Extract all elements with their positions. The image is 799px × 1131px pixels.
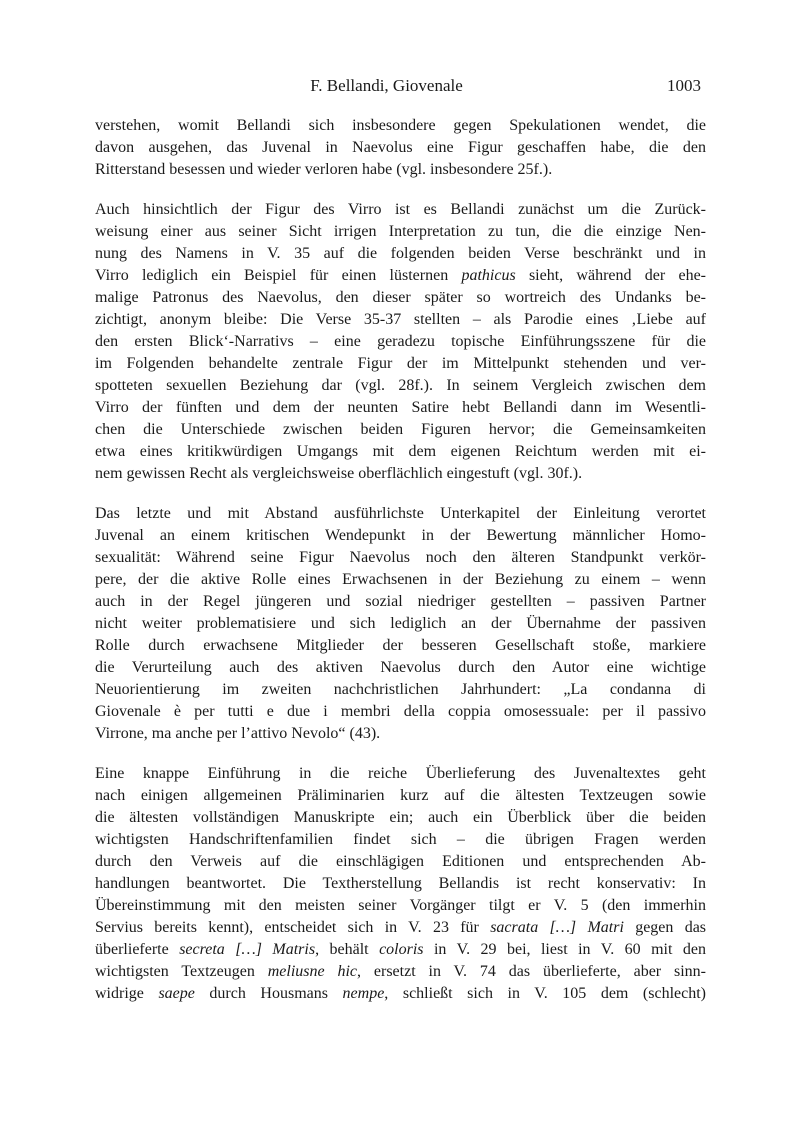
text-line (95, 199, 706, 221)
text-segment: Rolle durch erwachsene Mitglieder der besseren Gesellschaft stoße, markiere (95, 637, 706, 654)
text-segment: etwa eines kritikwürdigen Umgangs mit dem eigenen Reichtum werden mit ei- (95, 443, 706, 460)
text-segment: durch den Verweis auf die einschlägigen Editionen und entsprechenden Ab- (95, 853, 706, 870)
text-line (95, 829, 706, 851)
text-segment: nicht weiter problematisiere und sich lediglich an der Übernahme der passiven (95, 615, 706, 632)
text-segment: zichtigt, anonym bleibe: Die Verse 35-37 stellten – als Parodie eines ‚Liebe auf (95, 311, 706, 328)
text-segment: wichtigsten Handschriftenfamilien findet sich – die übrigen Fragen werden (95, 831, 706, 848)
text-segment: Das letzte und mit Abstand ausführlichste Unterkapitel der Einleitung verortet (95, 505, 706, 522)
text-line (95, 243, 706, 265)
text-segment: pere, der die aktive Rolle eines Erwachsenen in der Beziehung zu einem – wenn (95, 571, 706, 588)
text-line (95, 397, 706, 419)
latin-term-italic: nempe (342, 985, 385, 1002)
text-line (95, 331, 706, 353)
text-line (95, 463, 706, 485)
text-line (95, 441, 706, 463)
text-segment: nem gewissen Recht als vergleichsweise oberflächlich eingestuft (vgl. 30f.). (95, 465, 583, 482)
page-number: 1003 (667, 76, 701, 95)
text-line (95, 939, 706, 961)
text-line (95, 159, 706, 181)
text-line (95, 701, 706, 723)
running-header (95, 75, 706, 97)
paragraph (95, 199, 706, 485)
text-line (95, 807, 706, 829)
text-line (95, 503, 706, 525)
text-segment: chen die Unterschiede zwischen beiden Figuren hervor; die Gemeinsamkeiten (95, 421, 706, 438)
text-segment: Neuorientierung im zweiten nachchristlichen Jahrhundert: „La condanna di (95, 681, 706, 698)
text-segment: Virro der fünften und dem der neunten Satire hebt Bellandi dann im Wesentli- (95, 399, 706, 416)
text-line (95, 723, 706, 745)
text-line (95, 635, 706, 657)
text-line (95, 763, 706, 785)
text-line (95, 657, 706, 679)
text-segment: Juvenal an einem kritischen Wendepunkt in der Bewertung männlicher Homo- (95, 527, 706, 544)
text-line (95, 873, 706, 895)
text-line (95, 115, 706, 137)
latin-term-italic: coloris (379, 941, 424, 958)
text-segment: überlieferte (95, 941, 180, 958)
text-segment: malige Patronus des Naevolus, den dieser später so wortreich des Undanks be- (95, 289, 706, 306)
text-segment: die Verurteilung auch des aktiven Naevolus durch den Autor eine wichtige (95, 659, 706, 676)
text-line (95, 961, 706, 983)
text-line (95, 137, 706, 159)
text-line (95, 221, 706, 243)
text-line (95, 569, 706, 591)
latin-term-italic: sacrata […] Matri (490, 919, 624, 936)
text-segment: Auch hinsichtlich der Figur des Virro ist es Bellandi zunächst um die Zurück- (95, 201, 706, 218)
text-segment: durch Housmans (194, 985, 343, 1002)
text-segment: sexualität: Während seine Figur Naevolus noch den älteren Standpunkt verkör- (95, 549, 706, 566)
text-segment: nach einigen allgemeinen Präliminarien kurz auf die ältesten Textzeugen sowie (95, 787, 706, 804)
text-segment: sieht, während der ehe- (515, 267, 706, 284)
text-segment: handlungen beantwortet. Die Textherstellung Bellandis ist recht konservativ: In (95, 875, 706, 892)
text-line (95, 353, 706, 375)
paragraph (95, 763, 706, 1005)
text-segment: auch in der Regel jüngeren und sozial niedriger gestellten – passiven Partner (95, 593, 706, 610)
text-segment: Virrone, ma anche per l’attivo Nevolo“ (43). (95, 725, 381, 742)
latin-term-italic: pathicus (461, 267, 516, 284)
paragraph (95, 503, 706, 745)
text-segment: , behält (315, 941, 380, 958)
text-line (95, 591, 706, 613)
latin-term-italic: saepe (158, 985, 195, 1002)
text-line (95, 851, 706, 873)
text-segment: , schließt sich in V. 105 dem (schlecht) (384, 985, 706, 1002)
text-line (95, 309, 706, 331)
latin-term-italic: meliusne hic (267, 963, 358, 980)
text-segment: den ersten Blick‘-Narrativs – eine geradezu topische Einführungsszene für die (95, 333, 706, 350)
text-line (95, 419, 706, 441)
text-segment: Servius bereits kennt), entscheidet sich in V. 23 für (95, 919, 491, 936)
text-segment: widrige (95, 985, 159, 1002)
text-segment: Übereinstimmung mit den meisten seiner Vorgänger tilgt er V. 5 (den immerhin (95, 897, 706, 914)
text-line (95, 287, 706, 309)
text-segment: spotteten sexuellen Beziehung dar (vgl. 28f.). In seinem Vergleich zwischen dem (95, 377, 706, 394)
text-segment: wichtigsten Textzeugen (95, 963, 268, 980)
text-segment: Giovenale è per tutti e due i membri della coppia omosessuale: per il passivo (95, 703, 706, 720)
running-header-title: F. Bellandi, Giovenale (310, 76, 463, 95)
text-line (95, 547, 706, 569)
text-line (95, 265, 706, 287)
text-segment: gegen das (623, 919, 706, 936)
text-line (95, 525, 706, 547)
text-segment: Eine knappe Einführung in die reiche Überlieferung des Juvenaltextes geht (95, 765, 706, 782)
text-block (95, 75, 706, 1005)
paragraph (95, 115, 706, 181)
text-segment: , ersetzt in V. 74 das überlieferte, aber sinn- (357, 963, 706, 980)
text-segment: im Folgenden behandelte zentrale Figur der im Mittelpunkt stehenden und ver- (95, 355, 706, 372)
text-line (95, 917, 706, 939)
text-line (95, 613, 706, 635)
text-segment: Virro lediglich ein Beispiel für einen lüsternen (95, 267, 462, 284)
text-segment: weisung einer aus seiner Sicht irrigen Interpretation zu tun, die die einzige Nen- (95, 223, 706, 240)
text-segment: nung des Namens in V. 35 auf die folgenden beiden Verse beschränkt und in (95, 245, 706, 262)
text-line (95, 785, 706, 807)
text-line (95, 375, 706, 397)
text-segment: Ritterstand besessen und wieder verloren habe (vgl. insbesondere 25f.). (95, 161, 553, 178)
text-segment: die ältesten vollständigen Manuskripte ein; auch ein Überblick über die beiden (95, 809, 706, 826)
text-segment: verstehen, womit Bellandi sich insbesondere gegen Spekulationen wendet, die (95, 117, 706, 134)
latin-term-italic: secreta […] Matris (179, 941, 316, 958)
text-line (95, 983, 706, 1005)
body-text (95, 115, 706, 1005)
text-segment: davon ausgehen, das Juvenal in Naevolus eine Figur geschaffen habe, die den (95, 139, 706, 156)
text-segment: in V. 29 bei, liest in V. 60 mit den (423, 941, 706, 958)
text-line (95, 895, 706, 917)
text-line (95, 679, 706, 701)
